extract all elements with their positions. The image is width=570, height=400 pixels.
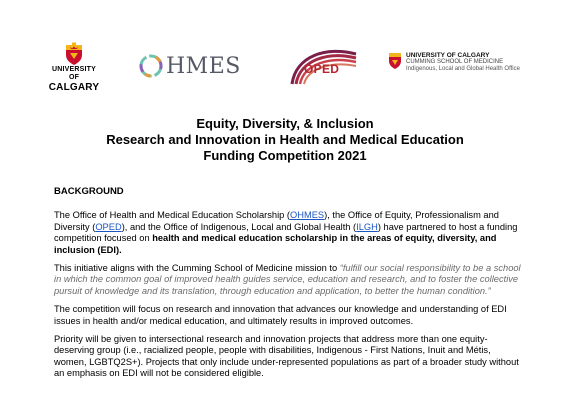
text-span: This initiative aligns with the Cumming School of Medicine mission to: [54, 263, 340, 274]
ohmes-logo-text: HMES: [166, 53, 241, 79]
text-span: ), and the Office of Indigenous, Local and Global Health (: [121, 221, 357, 232]
title-line-1: Equity, Diversity, & Inclusion: [196, 116, 374, 131]
cumming-line1: UNIVERSITY OF CALGARY: [406, 52, 490, 59]
university-of-calgary-logo: [48, 42, 100, 93]
uc-crest-icon: [64, 42, 84, 66]
cumming-logo-text: [406, 52, 520, 73]
text-span: ), the Office of Equity, Professionalism and Diversity (: [54, 210, 499, 232]
mission-quote: “fulfill our social responsibility to be a school in which the common goal of improved health guides service, education and research, and to foster the collective pursuit of knowledge and its translation, through education and application, to better the human condition.”: [54, 263, 521, 296]
text-span: The Office of Health and Medical Education Scholarship (: [54, 210, 290, 221]
oped-logo: [286, 44, 362, 88]
cumming-school-logo: [388, 52, 520, 80]
document-title: [0, 116, 570, 164]
ilgh-link[interactable]: ILGH: [356, 221, 378, 232]
paragraph-priority: Priority will be given to intersectional research and innovation projects that address more than one equity-deserving group (i.e., racialized people, people with disabilities, Indigenous - First Nations, Inuit and Métis, women, LGBTQ2S+). Projects that only include under-represented populations as part of a broader study without an emphasis on EDI will not be considered eligible.: [54, 334, 519, 379]
uc-line2: CALGARY: [48, 82, 100, 93]
ohmes-logo: [138, 52, 241, 80]
paragraph-partners: [54, 210, 524, 256]
paragraph-mission: [54, 263, 524, 297]
logo-row: [0, 42, 570, 92]
cumming-line2: CUMMING SCHOOL OF MEDICINE: [406, 59, 504, 65]
oped-link[interactable]: OPED: [95, 221, 122, 232]
ohmes-link[interactable]: OHMES: [290, 210, 325, 221]
uc-logo-text: [48, 66, 100, 93]
cumming-line3: Indigenous, Local and Global Health Office: [406, 66, 520, 72]
title-line-3: Funding Competition 2021: [203, 148, 367, 163]
title-line-2: Research and Innovation in Health and Medical Education: [106, 132, 464, 147]
uc-line1: UNIVERSITY OF: [51, 66, 96, 81]
document-body: [54, 186, 524, 380]
paragraph-focus: The competition will focus on research and innovation that advances our knowledge and understanding of EDI issues in health and/or medical education, and ultimately results in improved outcomes.: [54, 304, 507, 326]
cumming-crest-icon: [388, 52, 402, 70]
section-heading-background: BACKGROUND: [54, 186, 124, 197]
bold-focus-text: health and medical education scholarship in the areas of equity, diversity, and inclusion (EDI).: [54, 233, 497, 255]
oped-logo-text: OPED: [304, 62, 340, 76]
ohmes-ring-icon: [138, 53, 164, 79]
text-span: ) have partnered to host a funding competition focused on: [54, 221, 518, 244]
